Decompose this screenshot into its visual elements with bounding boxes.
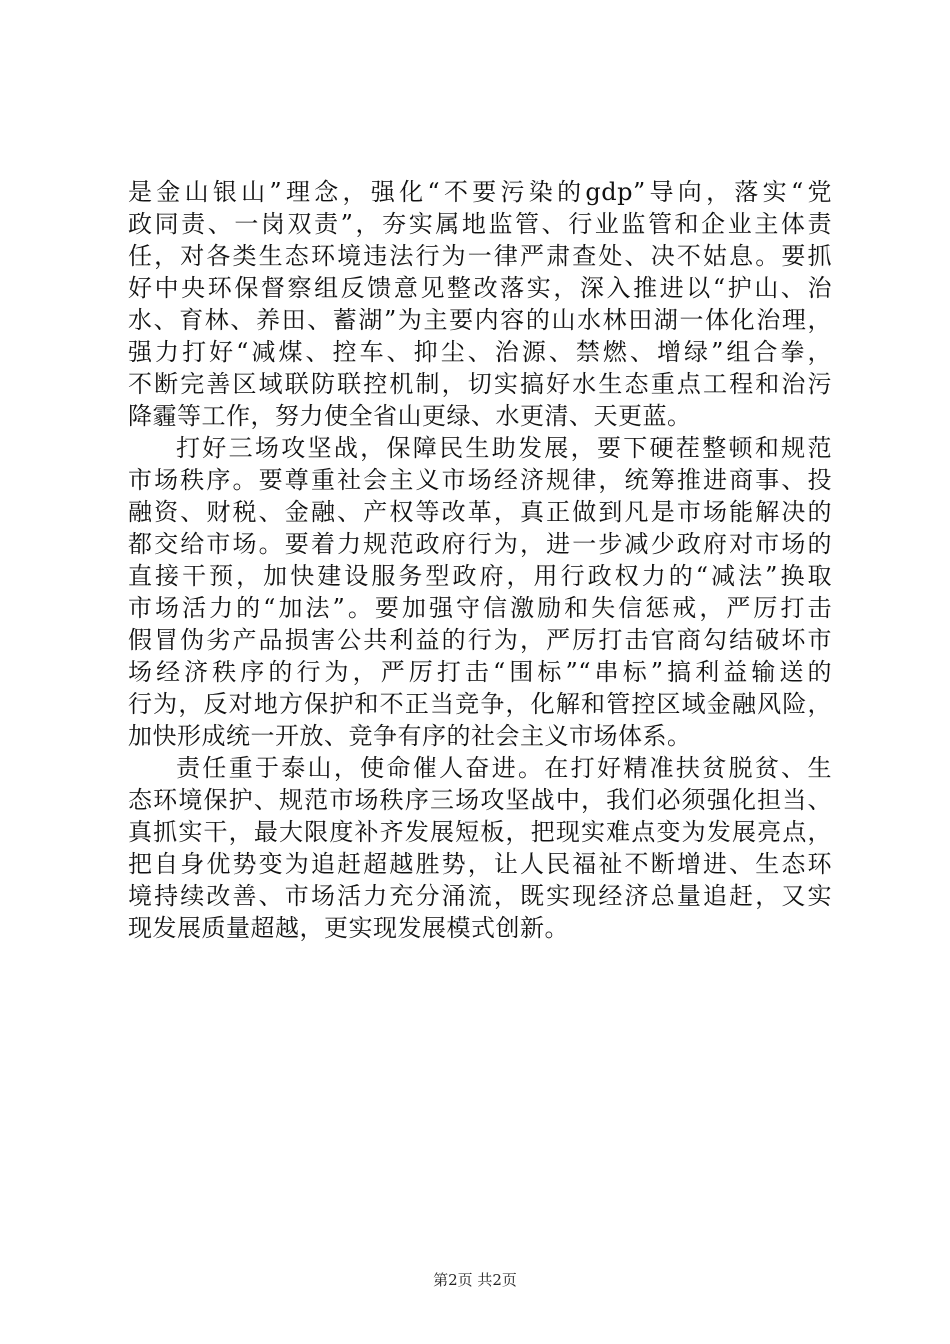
text-line: 融资、财税、金融、产权等改革，真正做到凡是市场能解决的 <box>128 498 832 526</box>
text-line: 责任重于泰山，使命催人奋进。在打好精准扶贫脱贫、生 <box>176 754 832 782</box>
text-line: 行为，反对地方保护和不正当竞争，化解和管控区域金融风险， <box>128 690 832 718</box>
text-line: 加快形成统一开放、竞争有序的社会主义市场体系。 <box>128 722 692 750</box>
paragraph-2 <box>128 432 832 752</box>
document-body <box>128 176 832 944</box>
text-line: 都交给市场。要着力规范政府行为，进一步减少政府对市场的 <box>128 530 832 558</box>
text-line: 直接干预，加快建设服务型政府，用行政权力的“减法”换取 <box>128 562 832 590</box>
text-line: 态环境保护、规范市场秩序三场攻坚战中，我们必须强化担当、 <box>128 786 832 814</box>
page-number-footer: 第2页 共2页 <box>433 1271 517 1289</box>
text-line: 好中央环保督察组反馈意见整改落实，深入推进以“护山、治 <box>128 274 832 302</box>
text-line: 打好三场攻坚战，保障民生助发展，要下硬茬整顿和规范 <box>176 434 832 462</box>
text-line: 市场秩序。要尊重社会主义市场经济规律，统筹推进商事、投 <box>128 466 832 494</box>
text-line: 现发展质量超越，更实现发展模式创新。 <box>128 914 569 942</box>
text-line: 降霾等工作，努力使全省山更绿、水更清、天更蓝。 <box>128 402 692 430</box>
paragraph-1 <box>128 176 832 432</box>
text-line: 强力打好“减煤、控车、抑尘、治源、禁燃、增绿”组合拳， <box>128 338 832 366</box>
text-line: 真抓实干，最大限度补齐发展短板，把现实难点变为发展亮点， <box>128 818 832 846</box>
paragraph-3 <box>128 752 832 944</box>
text-line: 不断完善区域联防联控机制，切实搞好水生态重点工程和治污 <box>128 370 832 398</box>
text-line: 把自身优势变为追赶超越胜势，让人民福祉不断增进、生态环 <box>128 850 832 878</box>
text-line: 是金山银山”理念，强化“不要污染的gdp”导向，落实“党 <box>128 178 832 206</box>
text-line: 任，对各类生态环境违法行为一律严肃查处、决不姑息。要抓 <box>128 242 832 270</box>
text-line: 政同责、一岗双责”，夯实属地监管、行业监管和企业主体责 <box>128 210 832 238</box>
text-line: 水、育林、养田、蓄湖”为主要内容的山水林田湖一体化治理， <box>128 306 832 334</box>
text-line: 境持续改善、市场活力充分涌流，既实现经济总量追赶，又实 <box>128 882 832 910</box>
text-line: 市场活力的“加法”。要加强守信激励和失信惩戒，严厉打击 <box>128 594 832 622</box>
text-line: 假冒伪劣产品损害公共利益的行为，严厉打击官商勾结破坏市 <box>128 626 832 654</box>
text-line: 场经济秩序的行为，严厉打击“围标”“串标”搞利益输送的 <box>128 658 832 686</box>
